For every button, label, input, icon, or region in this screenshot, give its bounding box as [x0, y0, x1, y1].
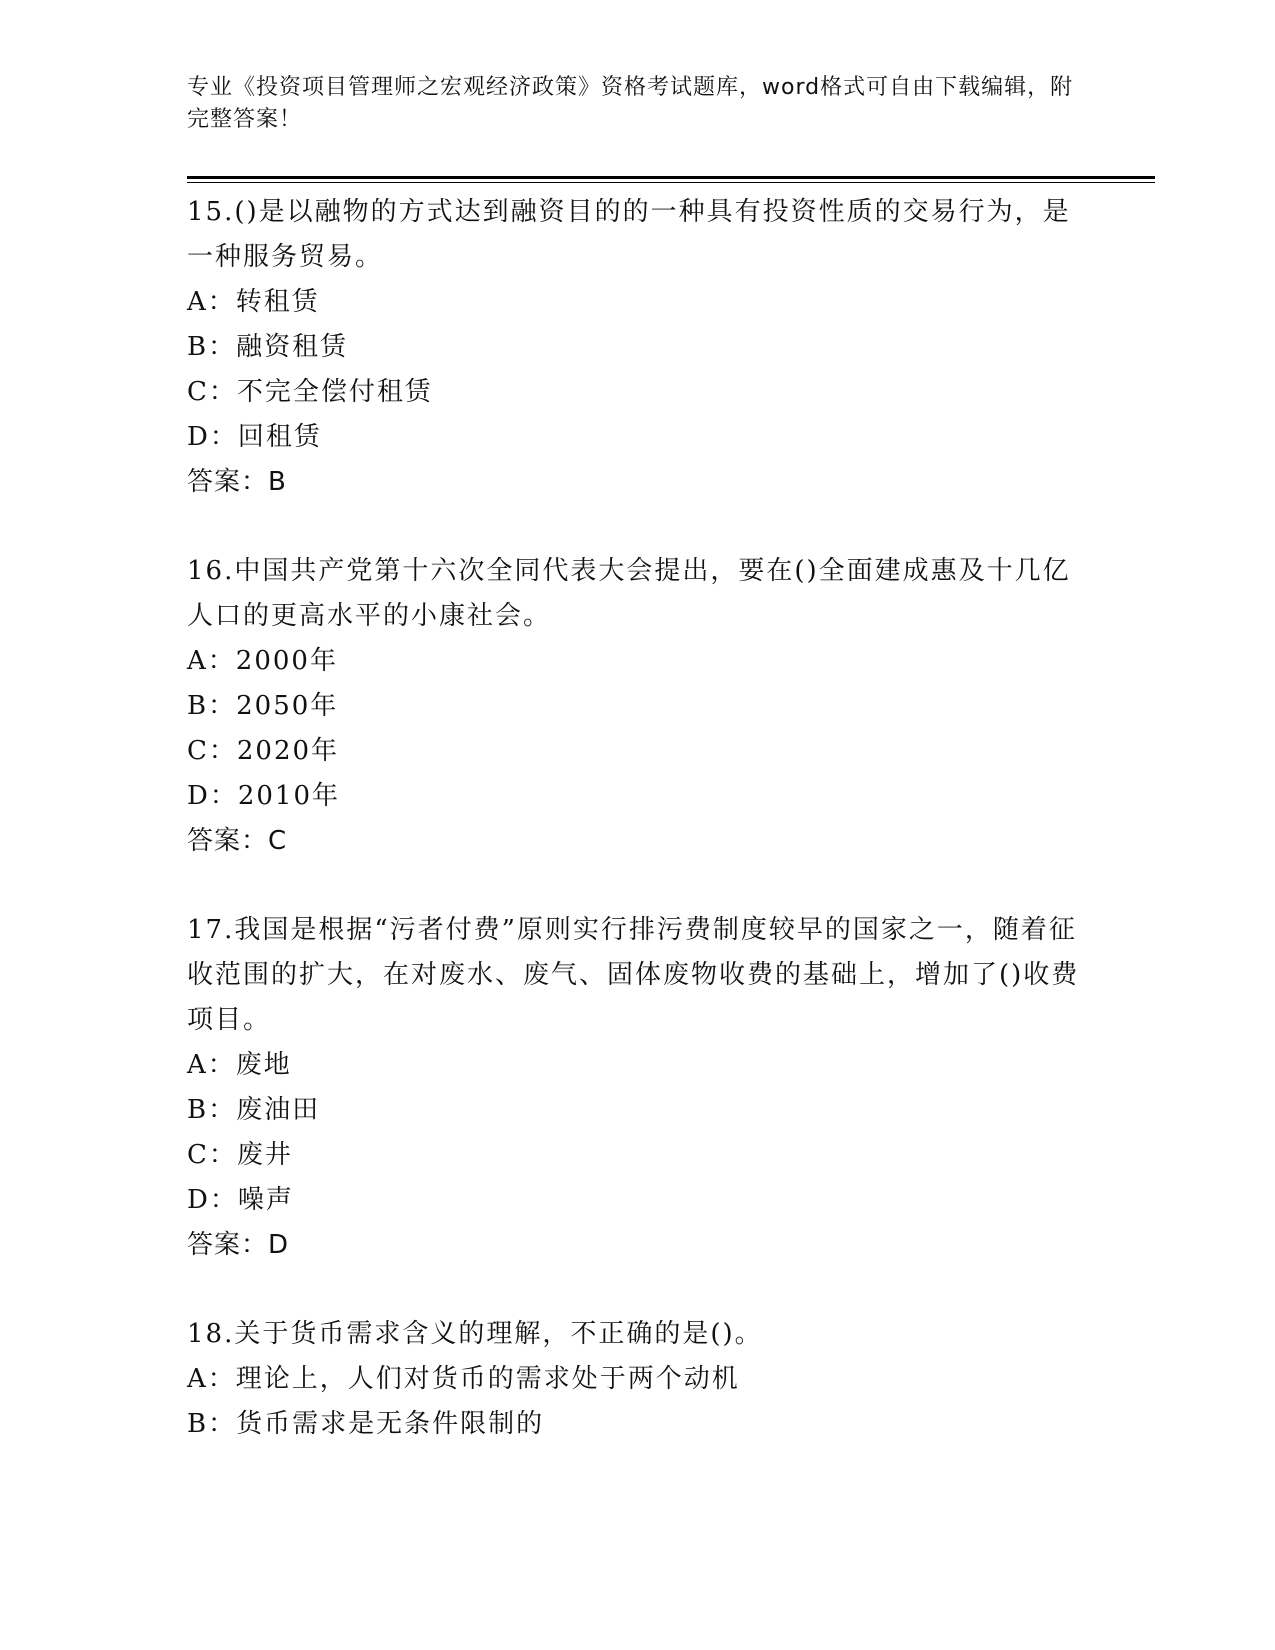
option-d: D：回租赁: [187, 422, 322, 452]
option-a: A：转租赁: [187, 287, 320, 317]
question-text: 17.我国是根据“污者付费”原则实行排污费制度较早的国家之一，随着征收范围的扩大，在对废水、废气、固体废物收费的基础上，增加了()收费项目。: [187, 915, 1080, 1035]
question-list: [187, 190, 1087, 1447]
question-spacer: [187, 505, 1087, 549]
question-text: 15.()是以融物的方式达到融资目的的一种具有投资性质的交易行为，是一种服务贸易。: [187, 197, 1071, 272]
question-spacer: [187, 864, 1087, 908]
question-text: 16.中国共产党第十六次全同代表大会提出，要在()全面建成惠及十几亿人口的更高水平的小康社会。: [187, 556, 1071, 631]
document-header: 专业《投资项目管理师之宏观经济政策》资格考试题库，word格式可自由下载编辑，附完整答案！: [187, 75, 1074, 132]
question-spacer: [187, 1268, 1087, 1312]
answer-line: 答案：C: [187, 826, 288, 856]
option-d: D：噪声: [187, 1185, 294, 1215]
option-c: C：不完全偿付租赁: [187, 377, 433, 407]
option-b: B：2050年: [187, 691, 339, 721]
answer-line: 答案：D: [187, 1230, 290, 1260]
option-b: B：废油田: [187, 1095, 321, 1125]
question-18: [187, 1312, 1087, 1447]
option-a: A：2000年: [187, 646, 338, 676]
question-15: [187, 190, 1087, 505]
option-a: A：理论上，人们对货币的需求处于两个动机: [187, 1364, 740, 1394]
option-d: D：2010年: [187, 781, 341, 811]
answer-line: 答案：B: [187, 467, 287, 497]
option-c: C：2020年: [187, 736, 340, 766]
option-c: C：废井: [187, 1140, 293, 1170]
option-a: A：废地: [187, 1050, 292, 1080]
option-b: B：货币需求是无条件限制的: [187, 1409, 545, 1439]
header-divider-thin: [187, 182, 1155, 183]
question-text: 18.关于货币需求含义的理解，不正确的是()。: [187, 1319, 763, 1349]
question-17: [187, 908, 1087, 1268]
header-divider-thick: [187, 176, 1155, 179]
option-b: B：融资租赁: [187, 332, 349, 362]
question-16: [187, 549, 1087, 864]
